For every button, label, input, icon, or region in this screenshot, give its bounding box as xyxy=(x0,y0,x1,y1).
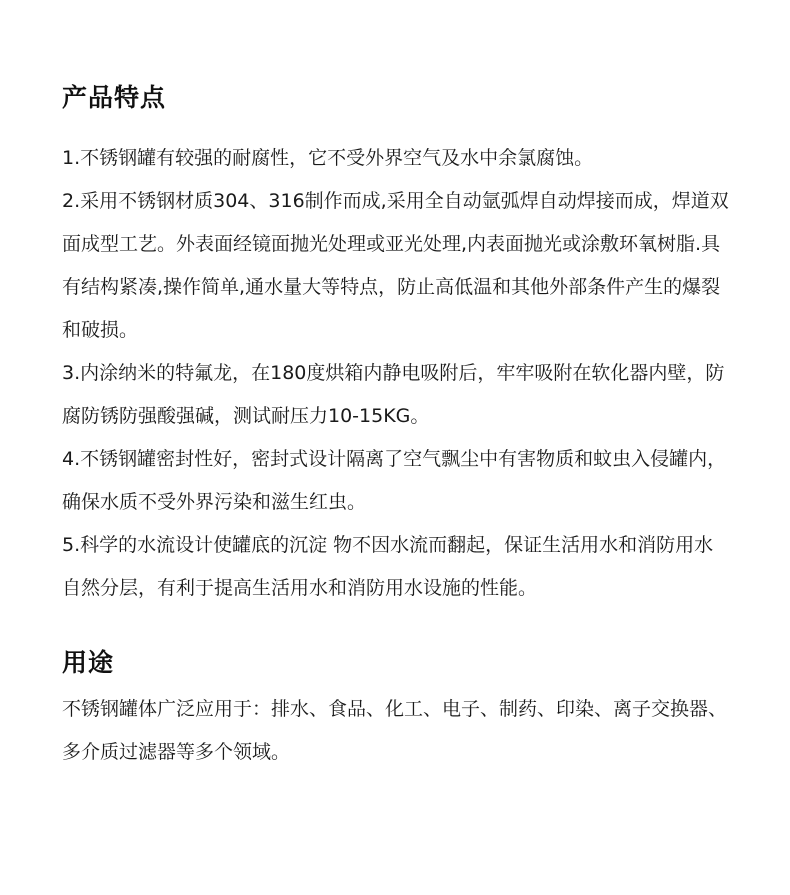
feature-item-4: 4.不锈钢罐密封性好，密封式设计隔离了空气飘尘中有害物质和蚊虫入侵罐内，确保水质不受外界污染和滋生红虫。 xyxy=(62,448,727,513)
uses-paragraph: 不锈钢罐体广泛应用于：排水、食品、化工、电子、制药、印染、离子交换器、多介质过滤器等多个领域。 xyxy=(62,698,728,763)
feature-item-3: 3.内涂纳米的特氟龙，在180度烘箱内静电吸附后，牢牢吸附在软化器内壁，防腐防锈防强酸强碱，测试耐压力10-15KG。 xyxy=(62,362,725,427)
feature-item-5: 5.科学的水流设计使罐底的沉淀 物不因水流而翻起，保证生活用水和消防用水自然分层，有利于提高生活用水和消防用水设施的性能。 xyxy=(62,534,714,599)
uses-heading: 用途 xyxy=(62,648,115,677)
feature-item-2: 2.采用不锈钢材质304、316制作而成,采用全自动氩弧焊自动焊接而成，焊道双面成型工艺。外表面经镜面抛光处理或亚光处理,内表面抛光或涂敷环氧树脂.具有结构紧凑,操作简单,通水量大等特点，防止高低温和其他外部条件产生的爆裂和破损。 xyxy=(62,190,729,341)
feature-item-1: 1.不锈钢罐有较强的耐腐性，它不受外界空气及水中余氯腐蚀。 xyxy=(62,147,594,169)
features-heading: 产品特点 xyxy=(62,83,167,112)
